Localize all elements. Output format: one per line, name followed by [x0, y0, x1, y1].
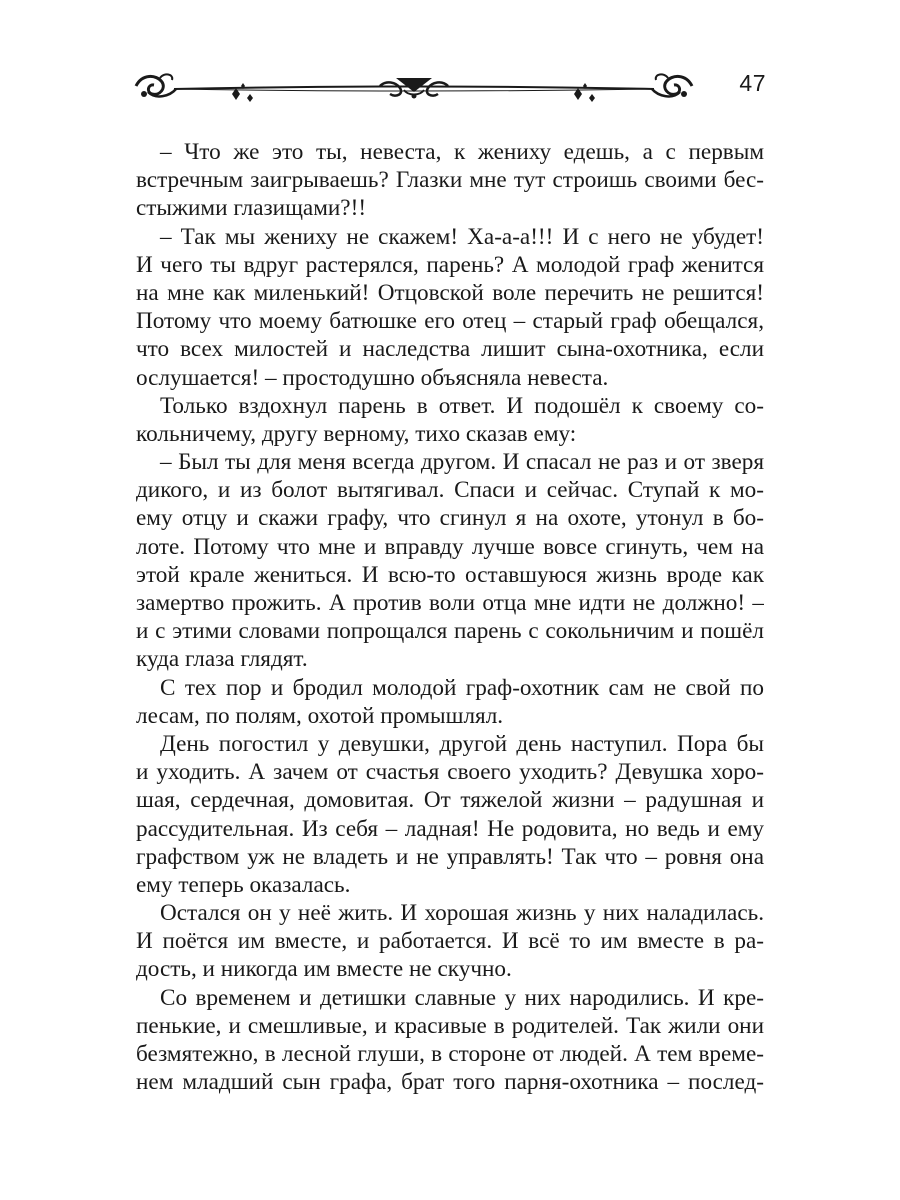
text-line: этой крале жениться. И всю-то оставшуюся жизнь вроде как — [136, 561, 764, 588]
text-line: Со временем и детишки славные у них народились. И кре- — [160, 984, 764, 1011]
body-text — [136, 138, 764, 1096]
text-line: – Что же это ты, невеста, к жениху едешь, а с первым — [160, 139, 764, 165]
paragraph — [136, 730, 764, 899]
text-line: на мне как миленький! Отцовской воле перечить не решится! — [136, 279, 764, 306]
text-line: – Так мы жениху не скажем! Ха-а-а!!! И с него не убудет! — [160, 223, 764, 250]
text-line: стыжими глазищами?!! — [136, 195, 367, 222]
text-line: и уходить. А зачем от счастья своего уходить? Девушка хоро- — [136, 759, 764, 786]
text-line: что всех милостей и наследства лишит сына-охотника, если — [136, 336, 764, 363]
paragraph — [136, 674, 764, 730]
running-header — [134, 66, 766, 110]
text-line: День погостил у девушки, другой день наступил. Пора бы — [160, 730, 764, 757]
text-line: встречным заигрываешь? Глазки мне тут строишь своими бес- — [136, 167, 764, 194]
text-line: дикого, и из болот вытягивал. Спаси и сейчас. Ступай к мо- — [136, 477, 764, 504]
paragraph — [136, 984, 764, 1097]
text-line: замертво прожить. А против воли отца мне идти не должно! – — [136, 590, 764, 616]
text-line: ослушается! – простодушно объясняла невеста. — [136, 364, 609, 391]
text-line: шая, сердечная, домовитая. От тяжелой жизни – радушная и — [136, 787, 764, 814]
text-line: кольничему, другу верному, тихо сказав ему: — [136, 420, 577, 447]
text-line: нем младший сын графа, брат того парня-охотника – послед- — [136, 1069, 764, 1096]
text-line: ему отцу и скажи графу, что сгинул я на охоте, утонул в бо- — [136, 505, 764, 532]
text-line: ему теперь оказалась. — [136, 871, 351, 898]
text-line: графством уж не владеть и не управлять! Так что – ровня она — [136, 843, 764, 870]
text-line: – Был ты для меня всегда другом. И спасал не раз и от зверя — [160, 449, 764, 476]
text-line: С тех пор и бродил молодой граф-охотник сам не свой по — [160, 674, 764, 701]
paragraph — [136, 138, 764, 223]
paragraph — [136, 392, 764, 448]
text-line: рассудительная. Из себя – ладная! Не родовита, но ведь и ему — [136, 815, 764, 842]
text-line: Потому что моему батюшке его отец – старый граф обещался, — [136, 308, 764, 335]
text-line: И поётся им вместе, и работается. И всё то им вместе в ра- — [136, 928, 764, 955]
page-number: 47 — [739, 70, 766, 96]
text-line: пенькие, и смешливые, и красивые в родителей. Так жили они — [136, 1012, 764, 1039]
text-line: куда глаза глядят. — [136, 646, 308, 673]
paragraph — [136, 223, 764, 392]
text-line: дость, и никогда им вместе не скучно. — [136, 956, 512, 983]
paragraph — [136, 899, 764, 984]
text-line: безмятежно, в лесной глуши, в стороне от людей. А тем време- — [136, 1041, 764, 1067]
decorative-rule-ornament — [134, 66, 694, 110]
text-line: лесам, по полям, охотой промышлял. — [136, 702, 504, 729]
text-line: лоте. Потому что мне и вправду лучше вовсе сгинуть, чем на — [136, 533, 764, 560]
text-line: Только вздохнул парень в ответ. И подошёл к своему со- — [160, 392, 764, 419]
text-line: и с этими словами попрощался парень с сокольничим и пошёл — [136, 618, 764, 645]
text-line: Остался он у неё жить. И хорошая жизнь у них наладилась. — [160, 900, 764, 927]
text-line: И чего ты вдруг растерялся, парень? А молодой граф женится — [136, 251, 764, 278]
paragraph — [136, 448, 764, 674]
